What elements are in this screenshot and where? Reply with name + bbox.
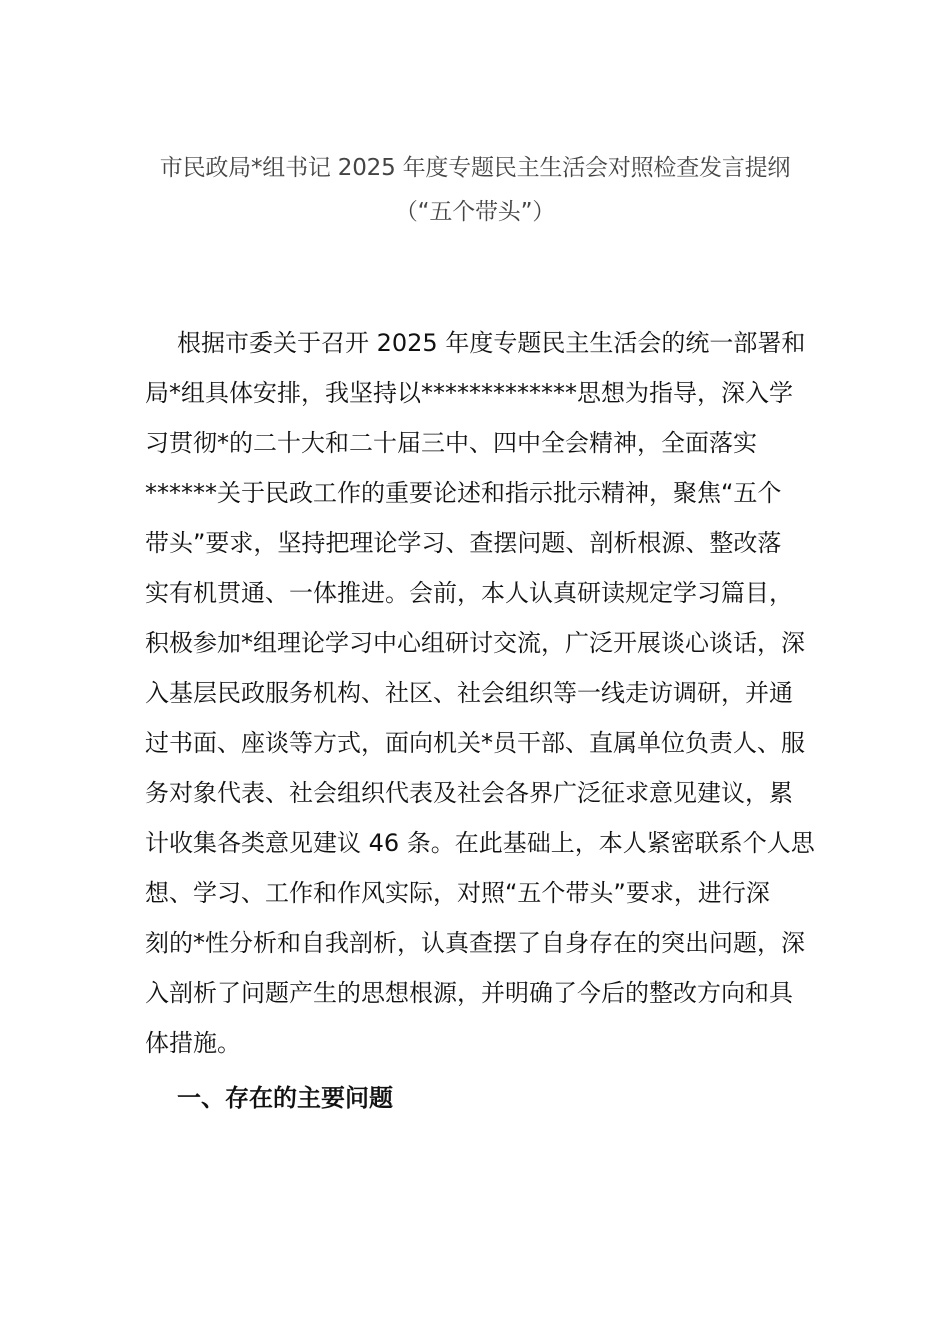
paragraph-line: 过书面、座谈等方式，面向机关*员干部、直属单位负责人、服 bbox=[145, 729, 805, 757]
paragraph-line: 体措施。 bbox=[145, 1029, 241, 1057]
intro-paragraph bbox=[145, 318, 815, 1068]
section-heading: 一、存在的主要问题 bbox=[177, 1084, 393, 1112]
paragraph-line: 积极参加*组理论学习中心组研讨交流，广泛开展谈心谈话，深 bbox=[145, 629, 805, 657]
paragraph-line: 入基层民政服务机构、社区、社会组织等一线走访调研，并通 bbox=[145, 679, 793, 707]
paragraph-line: ******关于民政工作的重要论述和指示批示精神，聚焦“五个 bbox=[145, 479, 782, 507]
document-title bbox=[0, 146, 950, 234]
paragraph-line: 入剖析了问题产生的思想根源，并明确了今后的整改方向和具 bbox=[145, 979, 793, 1007]
paragraph-line: 带头”要求，坚持把理论学习、查摆问题、剖析根源、整改落 bbox=[145, 529, 782, 557]
paragraph-line: 计收集各类意见建议 46 条。在此基础上，本人紧密联系个人思 bbox=[145, 829, 815, 857]
title-line-2: （“五个带头”） bbox=[394, 199, 556, 225]
paragraph-line: 习贯彻*的二十大和二十届三中、四中全会精神，全面落实 bbox=[145, 429, 757, 457]
paragraph-line: 务对象代表、社会组织代表及社会各界广泛征求意见建议，累 bbox=[145, 779, 793, 807]
paragraph-line: 刻的*性分析和自我剖析，认真查摆了自身存在的突出问题，深 bbox=[145, 929, 805, 957]
paragraph-line: 根据市委关于召开 2025 年度专题民主生活会的统一部署和 bbox=[177, 329, 806, 357]
title-line-1: 市民政局*组书记 2025 年度专题民主生活会对照检查发言提纲 bbox=[159, 155, 791, 181]
paragraph-line: 局*组具体安排，我坚持以*************思想为指导，深入学 bbox=[145, 379, 793, 407]
paragraph-line: 实有机贯通、一体推进。会前，本人认真研读规定学习篇目， bbox=[145, 579, 793, 607]
paragraph-line: 想、学习、工作和作风实际，对照“五个带头”要求，进行深 bbox=[145, 879, 770, 907]
